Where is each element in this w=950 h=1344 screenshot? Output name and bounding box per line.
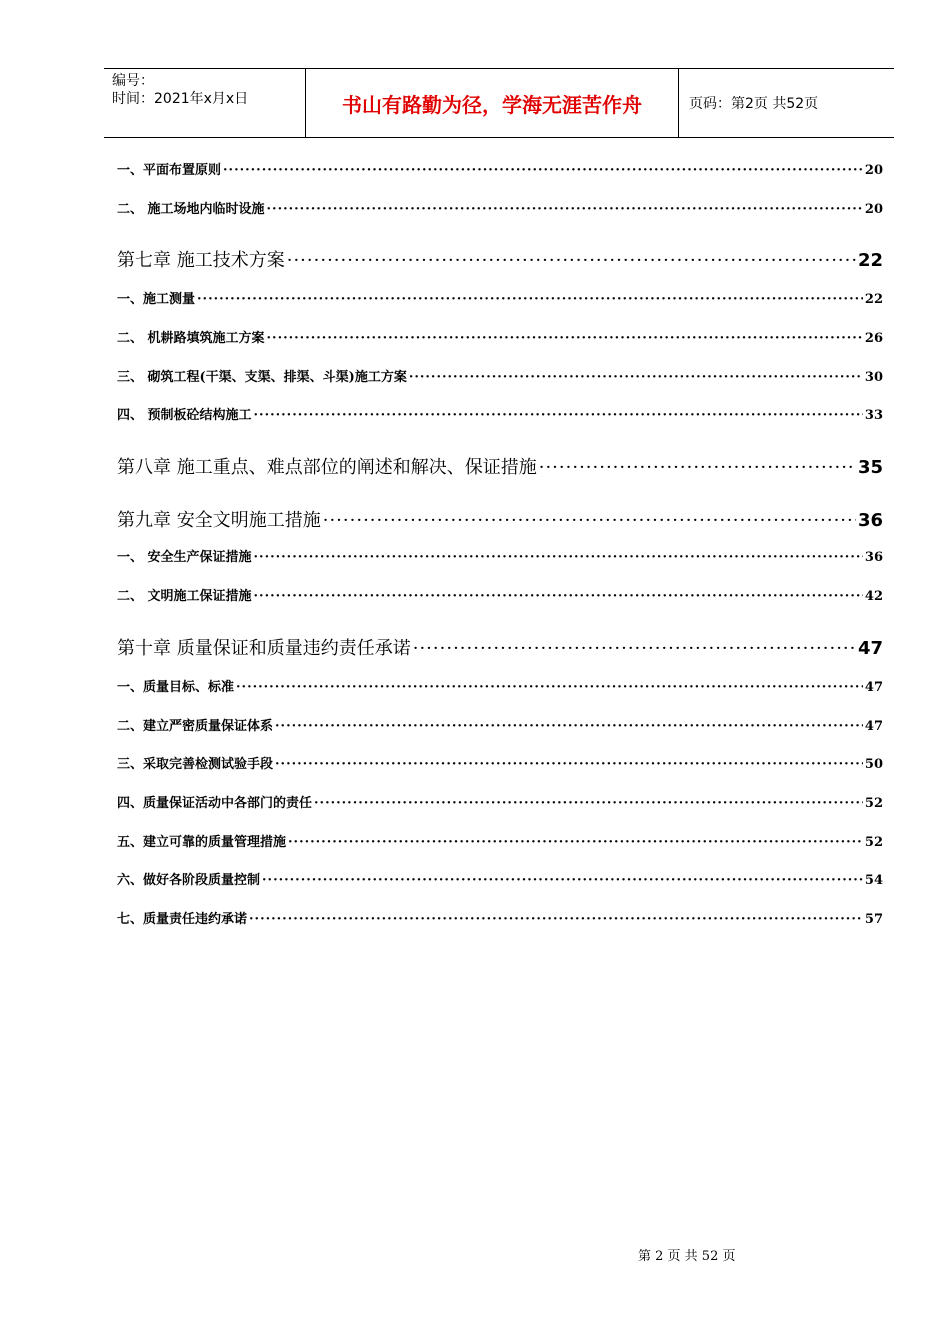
toc-leader-dots xyxy=(323,510,856,531)
toc-entry-title: 七、质量责任违约承诺 xyxy=(117,912,248,927)
toc-entry-page-number: 22 xyxy=(857,250,883,271)
toc-entry-page-number: 52 xyxy=(864,796,883,811)
toc-chapter-entry[interactable] xyxy=(117,453,883,479)
toc-section-entry[interactable] xyxy=(117,676,883,695)
toc-section-entry[interactable] xyxy=(117,715,883,734)
toc-section-entry[interactable] xyxy=(117,159,883,178)
toc-chapter-entry[interactable] xyxy=(117,246,883,272)
toc-entry-page-number: 54 xyxy=(864,873,883,888)
code-label: 编号： xyxy=(112,73,154,89)
time-label: 时间：2021年x月x日 xyxy=(112,91,249,107)
toc-leader-dots xyxy=(287,250,856,271)
toc-entry-title: 第十章 质量保证和质量违约责任承诺 xyxy=(117,638,411,659)
toc-entry-page-number: 57 xyxy=(864,912,883,927)
toc-entry-title: 六、做好各阶段质量控制 xyxy=(117,873,261,888)
toc-entry-title: 二、建立严密质量保证体系 xyxy=(117,719,274,734)
toc-leader-dots xyxy=(409,370,863,385)
toc-entry-page-number: 50 xyxy=(864,757,883,772)
toc-section-entry[interactable] xyxy=(117,327,883,346)
toc-chapter-entry[interactable] xyxy=(117,634,883,660)
toc-entry-page-number: 30 xyxy=(864,370,883,385)
toc-leader-dots xyxy=(314,796,863,811)
toc-entry-title: 二、 文明施工保证措施 xyxy=(117,589,252,604)
toc-leader-dots xyxy=(288,835,863,850)
toc-entry-title: 二、 施工场地内临时设施 xyxy=(117,202,265,217)
page-header xyxy=(104,68,894,138)
header-motto: 书山有路勤为径，学海无涯苦作舟 xyxy=(306,69,679,137)
toc-section-entry[interactable] xyxy=(117,908,883,927)
toc-section-entry[interactable] xyxy=(117,753,883,772)
toc-entry-title: 一、平面布置原则 xyxy=(117,163,222,178)
toc-entry-title: 一、施工测量 xyxy=(117,292,196,307)
toc-section-entry[interactable] xyxy=(117,792,883,811)
toc-entry-page-number: 47 xyxy=(864,719,883,734)
toc-leader-dots xyxy=(267,331,863,346)
toc-entry-page-number: 47 xyxy=(864,680,883,695)
toc-leader-dots xyxy=(236,680,863,695)
toc-entry-page-number: 20 xyxy=(864,163,883,178)
toc-entry-title: 三、采取完善检测试验手段 xyxy=(117,757,274,772)
toc-leader-dots xyxy=(267,202,863,217)
toc-entry-page-number: 42 xyxy=(864,589,883,604)
toc-entry-title: 四、质量保证活动中各部门的责任 xyxy=(117,796,313,811)
toc-leader-dots xyxy=(249,912,863,927)
toc-section-entry[interactable] xyxy=(117,366,883,385)
toc-entry-title: 五、建立可靠的质量管理措施 xyxy=(117,835,287,850)
toc-entry-title: 一、 安全生产保证措施 xyxy=(117,550,252,565)
page-footer: 第 2 页 共 52 页 xyxy=(638,1249,736,1264)
toc-leader-dots xyxy=(539,457,856,478)
toc-leader-dots xyxy=(223,163,863,178)
header-page-label: 页码：第2页 共52页 xyxy=(689,96,819,112)
toc-leader-dots xyxy=(275,719,863,734)
toc-section-entry[interactable] xyxy=(117,546,883,565)
toc-leader-dots xyxy=(262,873,863,888)
toc-section-entry[interactable] xyxy=(117,831,883,850)
toc-leader-dots xyxy=(254,550,863,565)
toc-entry-title: 二、 机耕路填筑施工方案 xyxy=(117,331,265,346)
toc-section-entry[interactable] xyxy=(117,198,883,217)
toc-leader-dots xyxy=(254,408,863,423)
toc-entry-title: 第九章 安全文明施工措施 xyxy=(117,510,321,531)
toc-chapter-entry[interactable] xyxy=(117,506,883,532)
toc-section-entry[interactable] xyxy=(117,585,883,604)
toc-leader-dots xyxy=(197,292,863,307)
toc-entry-page-number: 20 xyxy=(864,202,883,217)
toc-section-entry[interactable] xyxy=(117,288,883,307)
toc-entry-page-number: 33 xyxy=(864,408,883,423)
toc-leader-dots xyxy=(275,757,863,772)
toc-leader-dots xyxy=(254,589,863,604)
toc-entry-title: 一、质量目标、标准 xyxy=(117,680,235,695)
toc-entry-title: 第八章 施工重点、难点部位的阐述和解决、保证措施 xyxy=(117,457,537,478)
header-info-cell xyxy=(104,69,306,137)
toc-entry-page-number: 22 xyxy=(864,292,883,307)
toc-entry-title: 三、 砌筑工程(干渠、支渠、排渠、斗渠)施工方案 xyxy=(117,370,407,385)
toc-entry-title: 第七章 施工技术方案 xyxy=(117,250,285,271)
toc-entry-page-number: 47 xyxy=(857,638,883,659)
toc-entry-page-number: 36 xyxy=(864,550,883,565)
toc-leader-dots xyxy=(413,638,856,659)
toc-entry-page-number: 35 xyxy=(857,457,883,478)
toc-section-entry[interactable] xyxy=(117,869,883,888)
toc-entry-page-number: 26 xyxy=(864,331,883,346)
toc-entry-page-number: 36 xyxy=(857,510,883,531)
toc-entry-title: 四、 预制板砼结构施工 xyxy=(117,408,252,423)
toc-entry-page-number: 52 xyxy=(864,835,883,850)
toc-section-entry[interactable] xyxy=(117,404,883,423)
